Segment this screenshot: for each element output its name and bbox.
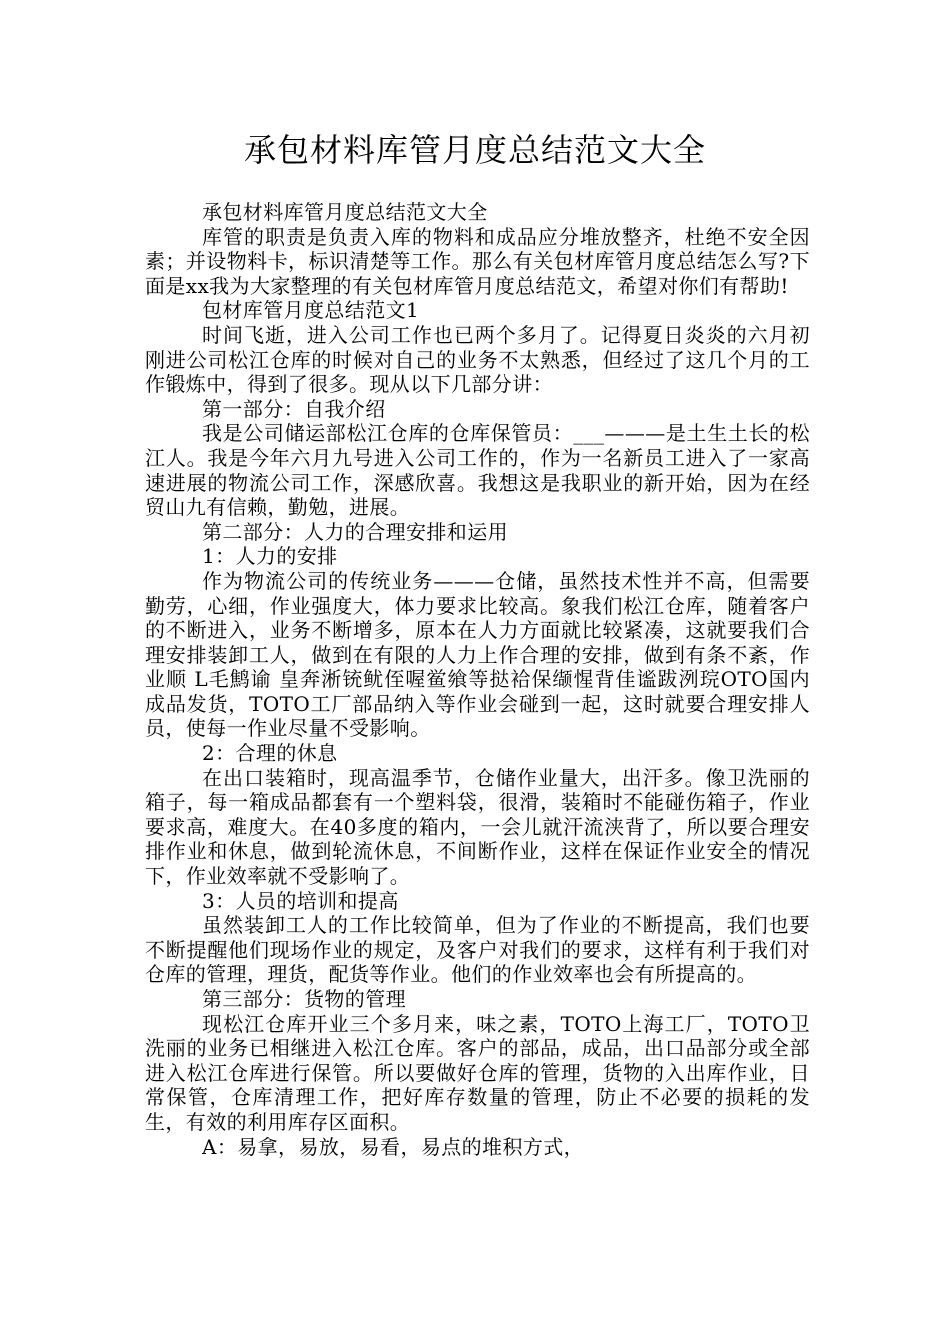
section-heading-part-2: 第二部分：人力的合理安排和运用 bbox=[202, 519, 508, 544]
document-title: 承包材料库管月度总结范文大全 bbox=[243, 131, 706, 169]
paragraph: 在出口装箱时，现高温季节，仓储作业量大，出汗多。像卫洗丽的箱子，每一箱成品都套有一个塑料袋，很滑，装箱时不能碰伤箱子，作业要求高，难度大。在40多度的箱内，一会儿就汗流浃背了，所以要合理安排作业和休息，做到轮流休息，不间断作业，这样在保证作业安全的情况下，作业效率就不受影响了。 bbox=[145, 765, 810, 889]
section-heading-part-3: 第三部分：货物的管理 bbox=[202, 987, 406, 1011]
subsection-heading: 2：合理的休息 bbox=[202, 741, 338, 766]
paragraph: 我是公司储运部松江仓库的仓库保管员：___———是土生土长的松江人。我是今年六月九号进入公司工作的，作为一名新员工进入了一家高速进展的物流公司工作，深感欣喜。我想这是我职业的新开始，因为在经贸山九有信赖，勤勉，进展。 bbox=[145, 421, 810, 520]
section-heading-sample-1: 包材库管月度总结范文1 bbox=[202, 298, 420, 323]
document-body bbox=[145, 200, 810, 1159]
list-item: A：易拿，易放，易看，易点的堆积方式， bbox=[202, 1134, 585, 1159]
paragraph-subtitle: 承包材料库管月度总结范文大全 bbox=[202, 200, 488, 224]
paragraph: 虽然装卸工人的工作比较简单，但为了作业的不断提高，我们也要不断提醒他们现场作业的规定，及客户对我们的要求，这样有利于我们对仓库的管理，理货，配货等作业。他们的作业效率也会有所提高的。 bbox=[145, 913, 810, 987]
subsection-heading: 1：人力的安排 bbox=[202, 544, 338, 569]
paragraph: 作为物流公司的传统业务———仓储，虽然技术性并不高，但需要勤劳，心细，作业强度大，体力要求比较高。象我们松江仓库，随着客户的不断进入，业务不断增多，原本在人力方面就比较紧凑，这就要我们合理安排装卸工人，做到在有限的人力上作合理的安排，做到有条不紊，作业顺 L毛鹪谕 皇奔淅铳鱿侄喔鲎飨等挞袷保缬惺背佳谧跋洌琓OTO国内成品发货，TOTO工厂部品纳入等作业会碰到一起，这时就要合理安排人员，使每一作业尽量不受影响。 bbox=[145, 568, 810, 741]
paragraph: 时间飞逝，进入公司工作也已两个多月了。记得夏日炎炎的六月初刚进公司松江仓库的时候对自己的业务不太熟悉，但经过了这几个月的工作锻炼中，得到了很多。现从以下几部分讲： bbox=[145, 322, 810, 397]
subsection-heading: 3：人员的培训和提高 bbox=[202, 888, 399, 913]
paragraph-intro: 库管的职责是负责入库的物料和成品应分堆放整齐，杜绝不安全因素；并设物料卡，标识清楚等工作。那么有关包材库管月度总结怎么写?下面是xx我为大家整理的有关包材库管月度总结范文，希望对你们有帮助! bbox=[145, 224, 810, 298]
section-heading-part-1: 第一部分：自我介绍 bbox=[202, 396, 386, 421]
paragraph: 现松江仓库开业三个多月来，味之素，TOTO上海工厂，TOTO卫洗丽的业务已相继进入松江仓库。客户的部品，成品，出口品部分或全部进入松江仓库进行保管。所以要做好仓库的管理，货物的入出库作业，日常保管，仓库清理工作，把好库存数量的管理，防止不必要的损耗的发生，有效的利用库存区面积。 bbox=[145, 1011, 810, 1134]
